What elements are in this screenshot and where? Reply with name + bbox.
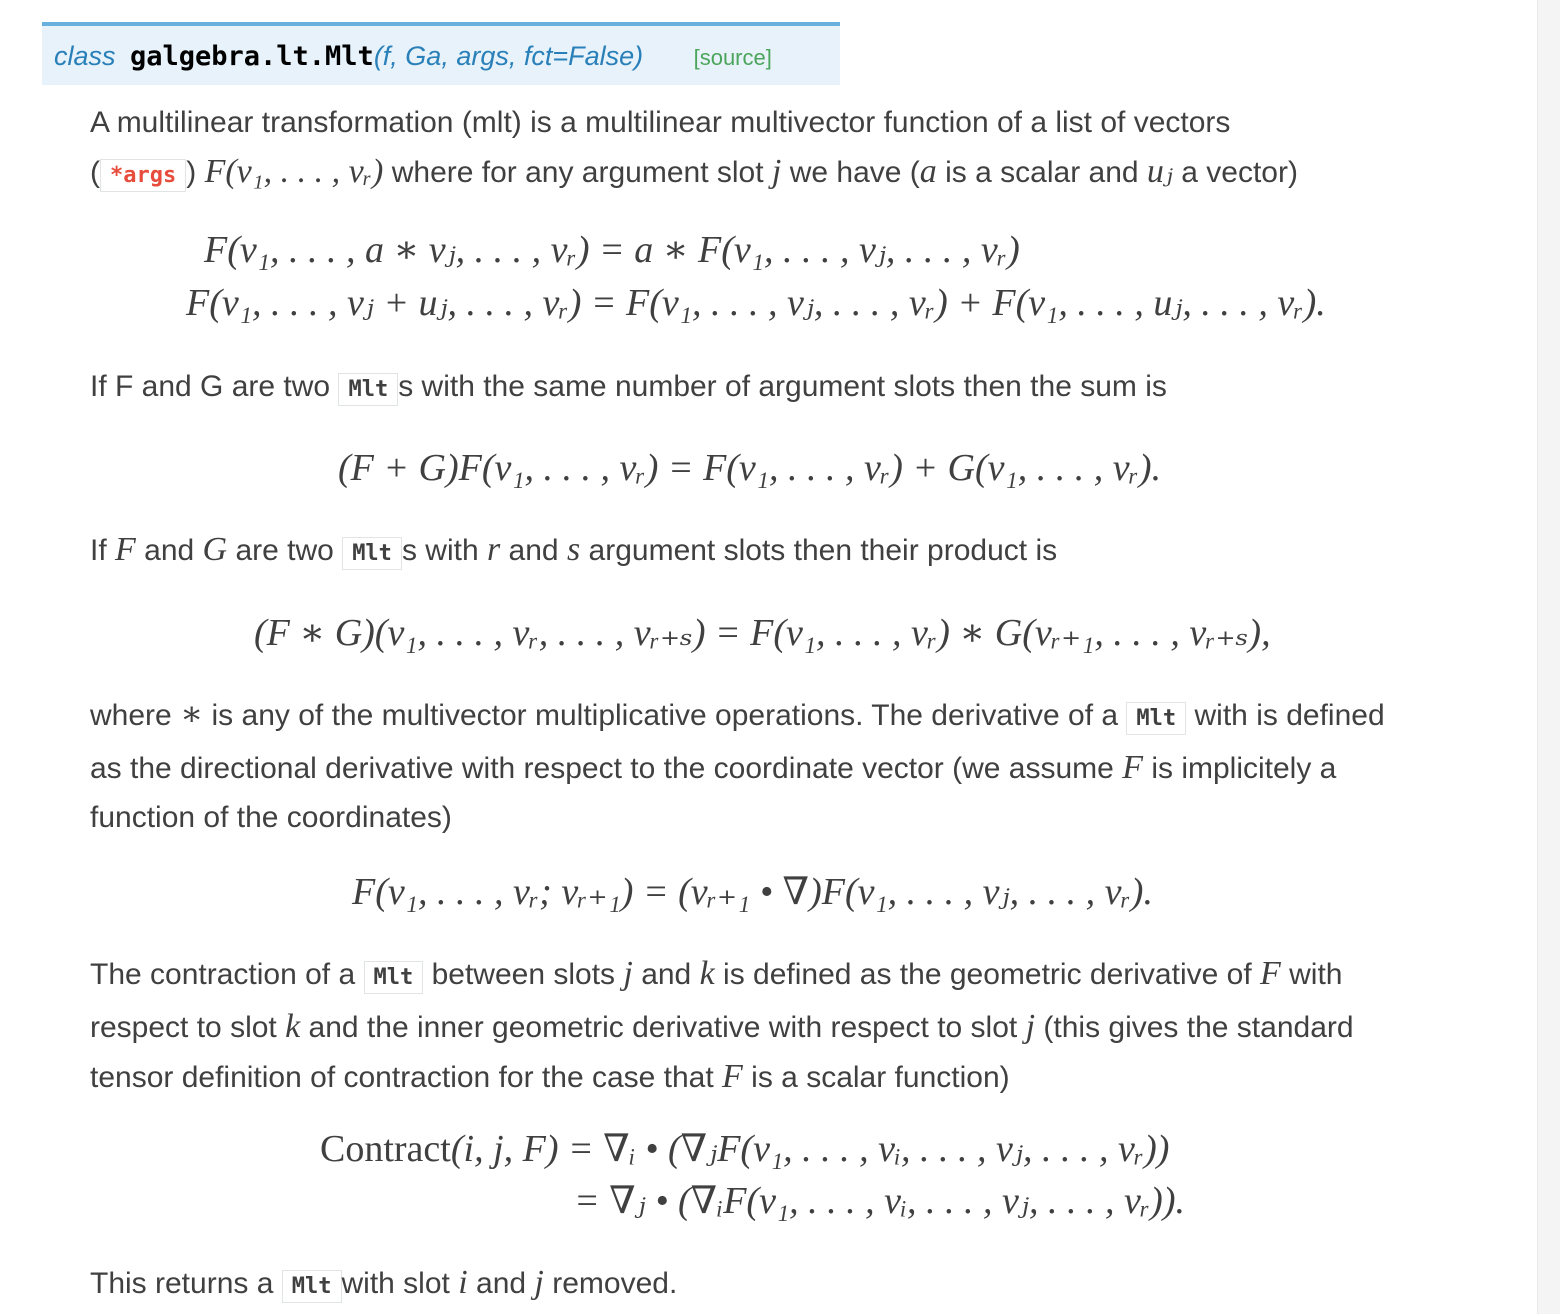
- mlt-code: Mlt: [342, 537, 402, 570]
- sum-text: s with the same number of argument slots then the sum is: [398, 370, 1167, 403]
- product-text: are two: [235, 534, 334, 567]
- paren-open: (: [90, 156, 100, 189]
- math-inline: k: [285, 1008, 301, 1045]
- args-code: *args: [100, 159, 186, 192]
- math-inline: j: [1025, 1008, 1036, 1045]
- equation-contraction-line2: = ∇ⱼ • (∇ᵢF(v₁, . . . , vᵢ, . . . , vⱼ, . . . , vᵣ)).: [574, 1180, 1185, 1222]
- math-inline: F: [115, 531, 136, 568]
- math-inline: i: [458, 1264, 468, 1301]
- math-inline: s: [566, 531, 581, 568]
- contraction-text: (this gives the standard tensor definition of contraction for the case that: [90, 1011, 1354, 1094]
- mlt-code: Mlt: [338, 373, 398, 406]
- math-inline: F: [1260, 955, 1281, 992]
- product-text: If: [90, 534, 107, 567]
- equation-linearity-sum: F(v₁, . . . , vⱼ + uⱼ, . . . , vᵣ) = F(v₁, . . . , vⱼ, . . . , vᵣ) + F(v₁, . . . , uⱼ, . . . , vᵣ).: [186, 282, 1326, 324]
- math-inline: F(v₁, . . . , vᵣ): [204, 153, 384, 190]
- derivative-text: is implicitely a function of the coordinates): [90, 752, 1337, 834]
- math-inline: uⱼ: [1146, 153, 1173, 190]
- paragraph-derivative: [90, 690, 1400, 842]
- math-inline: F: [1122, 749, 1143, 786]
- equation-linearity-scalar: F(v₁, . . . , a ∗ vⱼ, . . . , vᵣ) = a ∗ F(v₁, . . . , vⱼ, . . . , vᵣ): [204, 229, 1020, 271]
- paragraph-contraction: [90, 949, 1400, 1102]
- source-link[interactable]: [source]: [693, 45, 772, 70]
- mlt-code: Mlt: [282, 1270, 342, 1303]
- paragraph-intro: [90, 98, 1400, 200]
- returns-text: This returns a: [90, 1267, 274, 1300]
- contraction-text: with respect to slot: [90, 958, 1343, 1044]
- math-inline: a: [919, 153, 937, 190]
- returns-text: with slot: [341, 1267, 450, 1300]
- math-inline: ∗: [180, 696, 204, 733]
- contraction-text: between slots: [431, 958, 616, 991]
- intro-text: we have (: [789, 156, 920, 189]
- contraction-text: is defined as the geometric derivative of: [723, 958, 1252, 991]
- returns-text: and: [476, 1267, 527, 1300]
- class-params: (f, Ga, args, fct=False): [373, 41, 644, 71]
- contract-operator: Contract: [320, 1128, 451, 1170]
- math-inline: j: [623, 955, 633, 992]
- math-inline: j: [771, 153, 782, 190]
- equation-product: (F ∗ G)(v₁, . . . , vᵣ, . . . , vᵣ₊ₛ) = F(v₁, . . . , vᵣ) ∗ G(vᵣ₊₁, . . . , vᵣ₊ₛ),: [254, 612, 1271, 654]
- derivative-text: where: [90, 699, 172, 732]
- product-text: argument slots then their product is: [588, 534, 1058, 567]
- intro-text: a vector): [1181, 156, 1298, 189]
- sum-text: If F and G are two: [90, 370, 331, 403]
- contraction-text: and: [641, 958, 692, 991]
- product-text: and: [508, 534, 559, 567]
- equation-derivative: F(v₁, . . . , vᵣ; vᵣ₊₁) = (vᵣ₊₁ • ∇)F(v₁, . . . , vⱼ, . . . , vᵣ).: [352, 871, 1153, 913]
- derivative-text: is any of the multivector multiplicative operations. The derivative of a: [211, 699, 1119, 732]
- math-inline: k: [699, 955, 715, 992]
- mlt-code: Mlt: [364, 961, 424, 994]
- equation-contraction-line1: [320, 1126, 1169, 1171]
- math-inline: F: [722, 1058, 743, 1095]
- contract-expression: (i, j, F) = ∇ᵢ • (∇ⱼF(v₁, . . . , vᵢ, . . . , vⱼ, . . . , vᵣ)): [450, 1128, 1170, 1170]
- intro-text: where for any argument slot: [391, 156, 764, 189]
- equation-sum: (F + G)F(v₁, . . . , vᵣ) = F(v₁, . . . , vᵣ) + G(v₁, . . . , vᵣ).: [338, 447, 1162, 489]
- class-keyword: class: [54, 41, 116, 71]
- paragraph-sum: [90, 362, 1400, 414]
- paragraph-returns: [90, 1258, 1400, 1311]
- intro-text-line1: A multilinear transformation (mlt) is a multilinear multivector function of a list of vectors: [90, 106, 1231, 139]
- math-inline: G: [202, 531, 228, 568]
- intro-text: is a scalar and: [945, 156, 1139, 189]
- contraction-text: and the inner geometric derivative with respect to slot: [308, 1011, 1018, 1044]
- product-text: s with: [401, 534, 479, 567]
- paragraph-product: [90, 525, 1400, 578]
- contraction-text: The contraction of a: [90, 958, 356, 991]
- mlt-code: Mlt: [1126, 702, 1186, 735]
- paren-close: ): [186, 156, 197, 189]
- class-signature: [42, 22, 840, 85]
- product-text: and: [144, 534, 195, 567]
- class-name: galgebra.lt.Mlt: [129, 41, 374, 72]
- contraction-text: is a scalar function): [751, 1061, 1010, 1094]
- scrollbar-track[interactable]: [1537, 0, 1560, 1314]
- math-inline: r: [486, 531, 501, 568]
- derivative-text: with is defined as the directional derivative with respect to the coordinate vector (we assume: [90, 699, 1385, 785]
- math-inline: j: [534, 1264, 544, 1301]
- returns-text: removed.: [552, 1267, 678, 1300]
